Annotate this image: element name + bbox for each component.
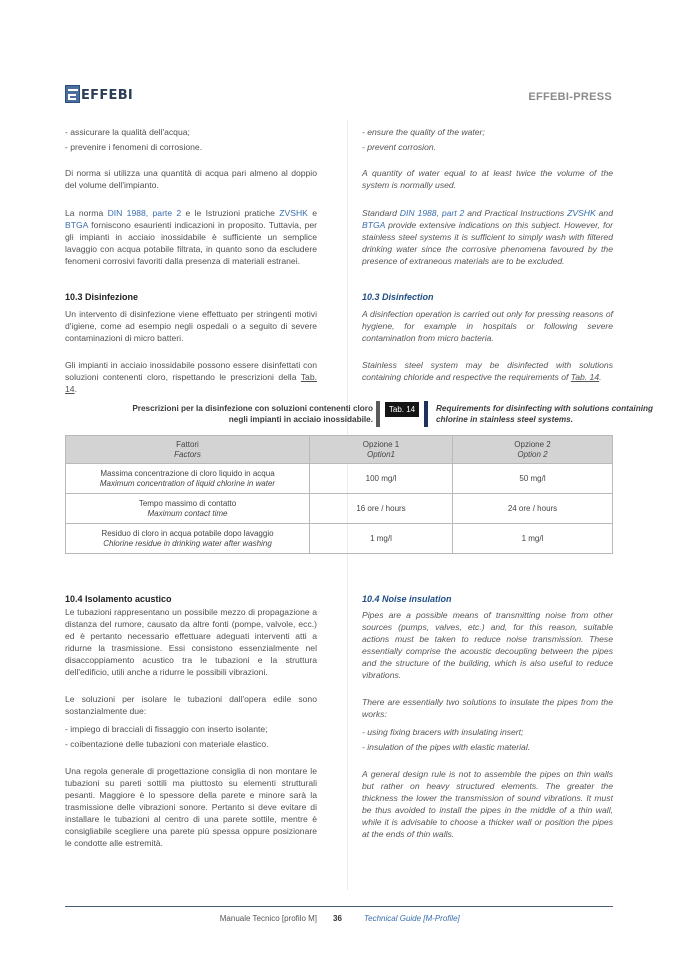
btga-link[interactable]: BTGA: [362, 220, 386, 230]
din-1988-link[interactable]: DIN 1988, part 2: [399, 208, 465, 218]
tab-14-link[interactable]: Tab. 14: [570, 372, 600, 382]
table-caption: [65, 401, 653, 427]
list-item: - coibentazione delle tubazioni con materiale elastico.: [65, 739, 269, 749]
factor-it: Residuo di cloro in acqua potabile dopo lavaggio: [101, 528, 274, 538]
text: .: [599, 372, 602, 382]
option-1-cell: 1 mg/l: [310, 524, 453, 554]
factor-en: Chlorine residue in drinking water after washing: [103, 538, 272, 548]
option-2-cell: 1 mg/l: [453, 524, 613, 554]
italian-section-10-4: [65, 593, 317, 858]
factor-it: Tempo massimo di contatto: [138, 498, 237, 508]
paragraph-norm: [362, 207, 613, 267]
italian-column-top: [65, 126, 317, 276]
list-item: - insulation of the pipes with elastic material.: [362, 742, 531, 752]
option-1-cell: 16 ore / hours: [310, 494, 453, 524]
footer-divider: [65, 906, 613, 907]
paragraph: A general design rule is not to assemble the pipes on thin walls but rather on heavy structured elements. The greater the thickness the lower the transmission of sound vibrations. It must be thus avoided to install the pipes in the middle of a thin wall, while it is advisable to choose a thicker wall or position the pipes at the ends of thin walls.: [362, 769, 613, 839]
footer-guide-title: Technical Guide [M-Profile]: [364, 914, 460, 923]
section-heading: 10.3 Disinfection: [362, 292, 434, 302]
header-it: Opzione 2: [514, 439, 551, 449]
section-heading: 10.4 Isolamento acustico: [65, 594, 172, 604]
brand-title: EFFEBI-PRESS: [528, 91, 612, 103]
text: La norma: [65, 208, 108, 218]
list-item: - assicurare la qualità dell'acqua;: [65, 127, 190, 137]
paragraph: [362, 359, 613, 383]
text: provide extensive indications on this subject. However, for stainless steel systems it is sufficient to simply wash with filtered drinking water since the corrosive phenomena favoured by the presence of extraneous materials are to be excluded.: [362, 220, 613, 266]
factor-cell: [66, 494, 310, 524]
table-row: [66, 494, 613, 524]
page-number: 36: [333, 914, 342, 923]
table-number-label: Tab. 14: [385, 402, 419, 417]
option-2-cell: 24 ore / hours: [453, 494, 613, 524]
english-column-top: [362, 126, 613, 276]
text: Standard: [362, 208, 400, 218]
btga-link[interactable]: BTGA: [65, 220, 88, 230]
option-1-cell: 100 mg/l: [310, 464, 453, 494]
header-it: Opzione 1: [362, 439, 400, 449]
text: .: [74, 384, 77, 394]
paragraph: Un intervento di disinfezione viene effettuato per stringenti motivi d'igiene, come ad esempio negli ospedali o a seguito di severe contaminazioni di micro batteri.: [65, 309, 317, 343]
english-section-10-4: [362, 593, 613, 849]
tab-14-link[interactable]: Tab. 14: [65, 372, 317, 394]
footer-manual-title: Manuale Tecnico [profilo M]: [219, 914, 317, 923]
table-header-row: [66, 436, 613, 464]
zvshk-link[interactable]: ZVSHK: [279, 208, 308, 218]
table-14: [65, 435, 613, 554]
header-en: Option 2: [517, 449, 548, 459]
paragraph-quantity: A quantity of water equal to at least twice the volume of the system is normally used.: [362, 168, 613, 190]
table-row: [66, 464, 613, 494]
paragraph: Una regola generale di progettazione consiglia di non montare le tubazioni su pareti sottili ma piuttosto su elementi strutturali pesanti. Maggiore è lo spessore della parete e minore sarà la trasmissione delle vibrazioni sonore. Pertanto si deve evitare di installare le tubazioni al centro di una parete sottile, mentre è consigliabile scegliere una parete più spessa oppure posizionare le condotte alle estremità.: [65, 766, 317, 848]
english-section-10-3: [362, 291, 613, 392]
header-en: Factors: [174, 449, 201, 459]
header-option-2: [453, 436, 613, 464]
paragraph: [65, 359, 317, 395]
section-heading: 10.4 Noise insulation: [362, 594, 452, 604]
text: e le Istruzioni pratiche: [181, 208, 280, 218]
table-row: [66, 524, 613, 554]
text: e: [307, 208, 317, 218]
italian-section-10-3: [65, 291, 317, 404]
text: Stainless steel system may be disinfected with solutions containing chloride and respective the requirements of: [362, 360, 613, 382]
text: forniscono esaurienti indicazioni in proposito. Tuttavia, per gli impianti in acciaio inossidabile è sufficiente un semplice lavaggio con acqua potabile filtrata, in quanto sono da escludere fenomeni corrosivi favoriti dalla presenza di materiali estranei.: [65, 220, 317, 266]
caption-english: Requirements for disinfecting with solutions containing chlorine in stainless steel systems.: [436, 404, 653, 424]
factor-it: Massima concentrazione di cloro liquido in acqua: [100, 468, 275, 478]
header-factors: [66, 436, 310, 464]
logo-text: EFFEBI: [81, 88, 134, 103]
text: Gli impianti in acciaio inossidabile possono essere disinfettati con soluzioni contenenti cloro, rispettando le prescrizioni della: [65, 360, 317, 382]
paragraph: Le soluzioni per isolare le tubazioni dall'opera edile sono sostanzialmente due:: [65, 694, 317, 716]
section-heading: 10.3 Disinfezione: [65, 292, 139, 302]
paragraph-norm: [65, 207, 317, 267]
list-item: - ensure the quality of the water;: [362, 127, 485, 137]
factor-en: Maximum contact time: [147, 508, 228, 518]
paragraph-quantity: Di norma si utilizza una quantità di acqua pari almeno al doppio del volume dell'impianto.: [65, 168, 317, 190]
option-2-cell: 50 mg/l: [453, 464, 613, 494]
paragraph: There are essentially two solutions to insulate the pipes from the works:: [362, 697, 613, 719]
header-it: Fattori: [176, 439, 199, 449]
factor-cell: [66, 524, 310, 554]
caption-bar-grey: [376, 401, 380, 427]
zvshk-link[interactable]: ZVSHK: [567, 208, 596, 218]
caption-bar-blue: [424, 401, 428, 427]
list-item: - impiego di bracciali di fissaggio con inserto isolante;: [65, 724, 268, 734]
header-option-1: [310, 436, 453, 464]
paragraph: Pipes are a possible means of transmitting noise from other sources (pumps, valves, etc.) and, for this reason, suitable actions must be taken to reduce noise transmission. These essentially comprise the acoustic decoupling between the pipes and the structure of the building, which is also useful to reduce vibrations.: [362, 610, 613, 680]
factor-en: Maximum concentration of liquid chlorine in water: [99, 478, 276, 488]
paragraph: Le tubazioni rappresentano un possibile mezzo di propagazione a distanza del rumore, causato da altre fonti (pompe, valvole, ecc.) ed è pertanto necessario effettuare adeguati interventi atti a ridurne la trasmissione. Essi consistono essenzialmente nel disaccoppiamento acustico tra le tubazioni e la struttura dell'edificio, utili anche a ridurre le possibili vibrazioni.: [65, 607, 317, 677]
text: and: [595, 208, 613, 218]
text: and Practical Instructions: [464, 208, 568, 218]
header-en: Option1: [366, 449, 396, 459]
list-item: - using fixing bracers with insulating insert;: [362, 727, 524, 737]
paragraph: A disinfection operation is carried out only for pressing reasons of hygiene, for example in hospitals or following severe contamination from micro bacteria.: [362, 309, 613, 343]
factor-cell: [66, 464, 310, 494]
effebi-logo: [65, 85, 133, 103]
caption-italian: Prescrizioni per la disinfezione con soluzioni contenenti cloro negli impianti in acciaio inossidabile.: [132, 404, 373, 424]
din-1988-link[interactable]: DIN 1988, parte 2: [107, 208, 182, 218]
list-item: - prevent corrosion.: [362, 142, 437, 152]
list-item: - prevenire i fenomeni di corrosione.: [65, 142, 203, 152]
effebi-logo-icon: [65, 85, 80, 103]
